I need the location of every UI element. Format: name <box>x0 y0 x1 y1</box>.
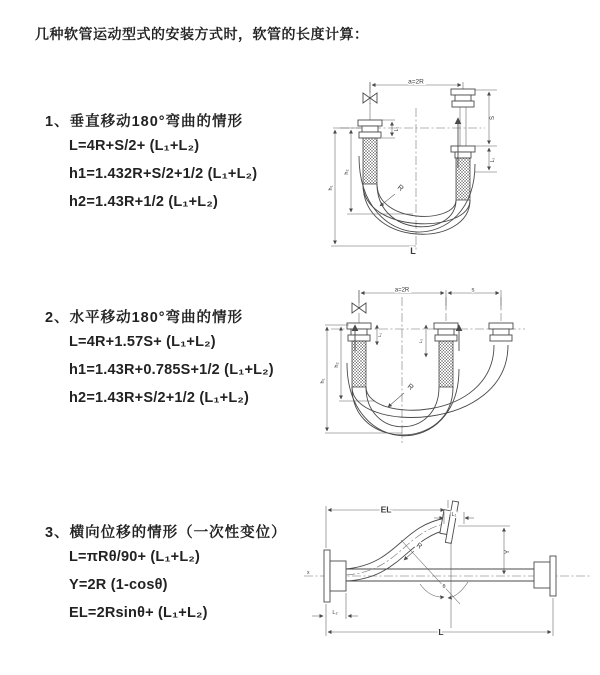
dim-label-s: S <box>490 115 496 121</box>
top-flange-tilted <box>438 500 458 544</box>
dim-label-r: R <box>405 381 416 392</box>
right-flange <box>534 556 556 596</box>
section-3-heading: 3、横向位移的情形（一次性变位） <box>45 525 287 541</box>
page-title: 几种软管运动型式的安装方式时，软管的长度计算： <box>35 26 369 42</box>
radius-annotation <box>404 542 423 560</box>
dim-label-y: Y <box>504 549 511 555</box>
dim-label-l1: L₁ <box>377 332 382 338</box>
s-curve-hose-displaced <box>346 518 450 581</box>
dimension-l1 <box>382 120 400 138</box>
dim-label-h2: h₂ <box>334 362 340 368</box>
dim-label-r: R <box>395 182 406 193</box>
dim-label-h1: h₁ <box>320 378 326 384</box>
dimension-a2r <box>370 79 463 105</box>
section-3-formula-el: EL=2Rsinθ+ (L₁+L₂) <box>69 605 208 621</box>
right-flange-fitting-displaced <box>489 323 513 341</box>
dimension-l2 <box>312 593 358 619</box>
dim-label-el: EL <box>380 504 392 515</box>
diagram-vertical-180-bend <box>315 76 590 256</box>
dim-label-r: R <box>414 541 424 551</box>
dim-label-l: L <box>438 627 444 637</box>
dimension-l2 <box>418 325 426 357</box>
left-braided-hose-section <box>352 341 366 387</box>
dim-label-l2: L₂ <box>418 338 423 344</box>
section-2-formula-h2: h2=1.43R+S/2+1/2 (L₁+L₂) <box>69 390 250 406</box>
dim-label-l: L <box>410 246 416 256</box>
dimension-a2r <box>359 288 501 310</box>
section-3-formula-l: L=πRθ/90+ (L₁+L₂) <box>69 549 201 565</box>
dimension-el <box>326 500 448 548</box>
dim-label-h2: h₂ <box>344 169 350 175</box>
diagram-lateral-displacement <box>298 498 598 653</box>
dim-label-l2: L₂ <box>490 157 496 163</box>
dimension-y <box>458 526 511 574</box>
dim-label-a2r: a=2R <box>394 287 410 294</box>
dim-label-l1: L₁ <box>451 512 457 518</box>
left-flange <box>324 550 346 602</box>
section-2-formula-l: L=4R+1.57S+ (L₁+L₂) <box>69 334 216 350</box>
right-flange-fitting-displaced <box>451 89 475 146</box>
dim-label-s: s <box>471 287 475 294</box>
left-flange-fitting <box>358 120 382 138</box>
dimension-l <box>326 598 553 637</box>
section-2-heading: 2、水平移动180°弯曲的情形 <box>45 310 244 326</box>
middle-flange-fitting <box>434 323 458 341</box>
middle-braided-hose-section <box>439 341 453 387</box>
section-3-formula-y: Y=2R (1-cosθ) <box>69 577 168 593</box>
right-flange-fitting-original <box>451 146 475 158</box>
dimension-l1 <box>377 325 382 345</box>
left-flange-fitting <box>347 323 371 341</box>
dim-label-h1: h₁ <box>328 185 334 191</box>
left-braided-hose-section <box>363 138 377 184</box>
section-1-formula-h2: h2=1.43R+1/2 (L₁+L₂) <box>69 194 219 210</box>
section-2-formula-h1: h1=1.43R+0.785S+1/2 (L₁+L₂) <box>69 362 274 378</box>
diagram-horizontal-180-bend <box>313 283 593 461</box>
section-1-heading: 1、垂直移动180°弯曲的情形 <box>45 114 244 130</box>
section-1-formula-h1: h1=1.432R+S/2+1/2 (L₁+L₂) <box>69 166 258 182</box>
dim-label-l1: L₁ <box>394 126 400 132</box>
u-bend-hoses <box>347 345 508 436</box>
dimension-l2 <box>489 148 496 170</box>
dim-label-theta: θ <box>442 584 446 590</box>
section-1-formula-l: L=4R+S/2+ (L₁+L₂) <box>69 138 200 154</box>
dim-label-l2: L₂ <box>332 610 338 616</box>
dim-label-a2r: a=2R <box>408 78 424 86</box>
centerline-mark-x: x <box>307 570 310 576</box>
